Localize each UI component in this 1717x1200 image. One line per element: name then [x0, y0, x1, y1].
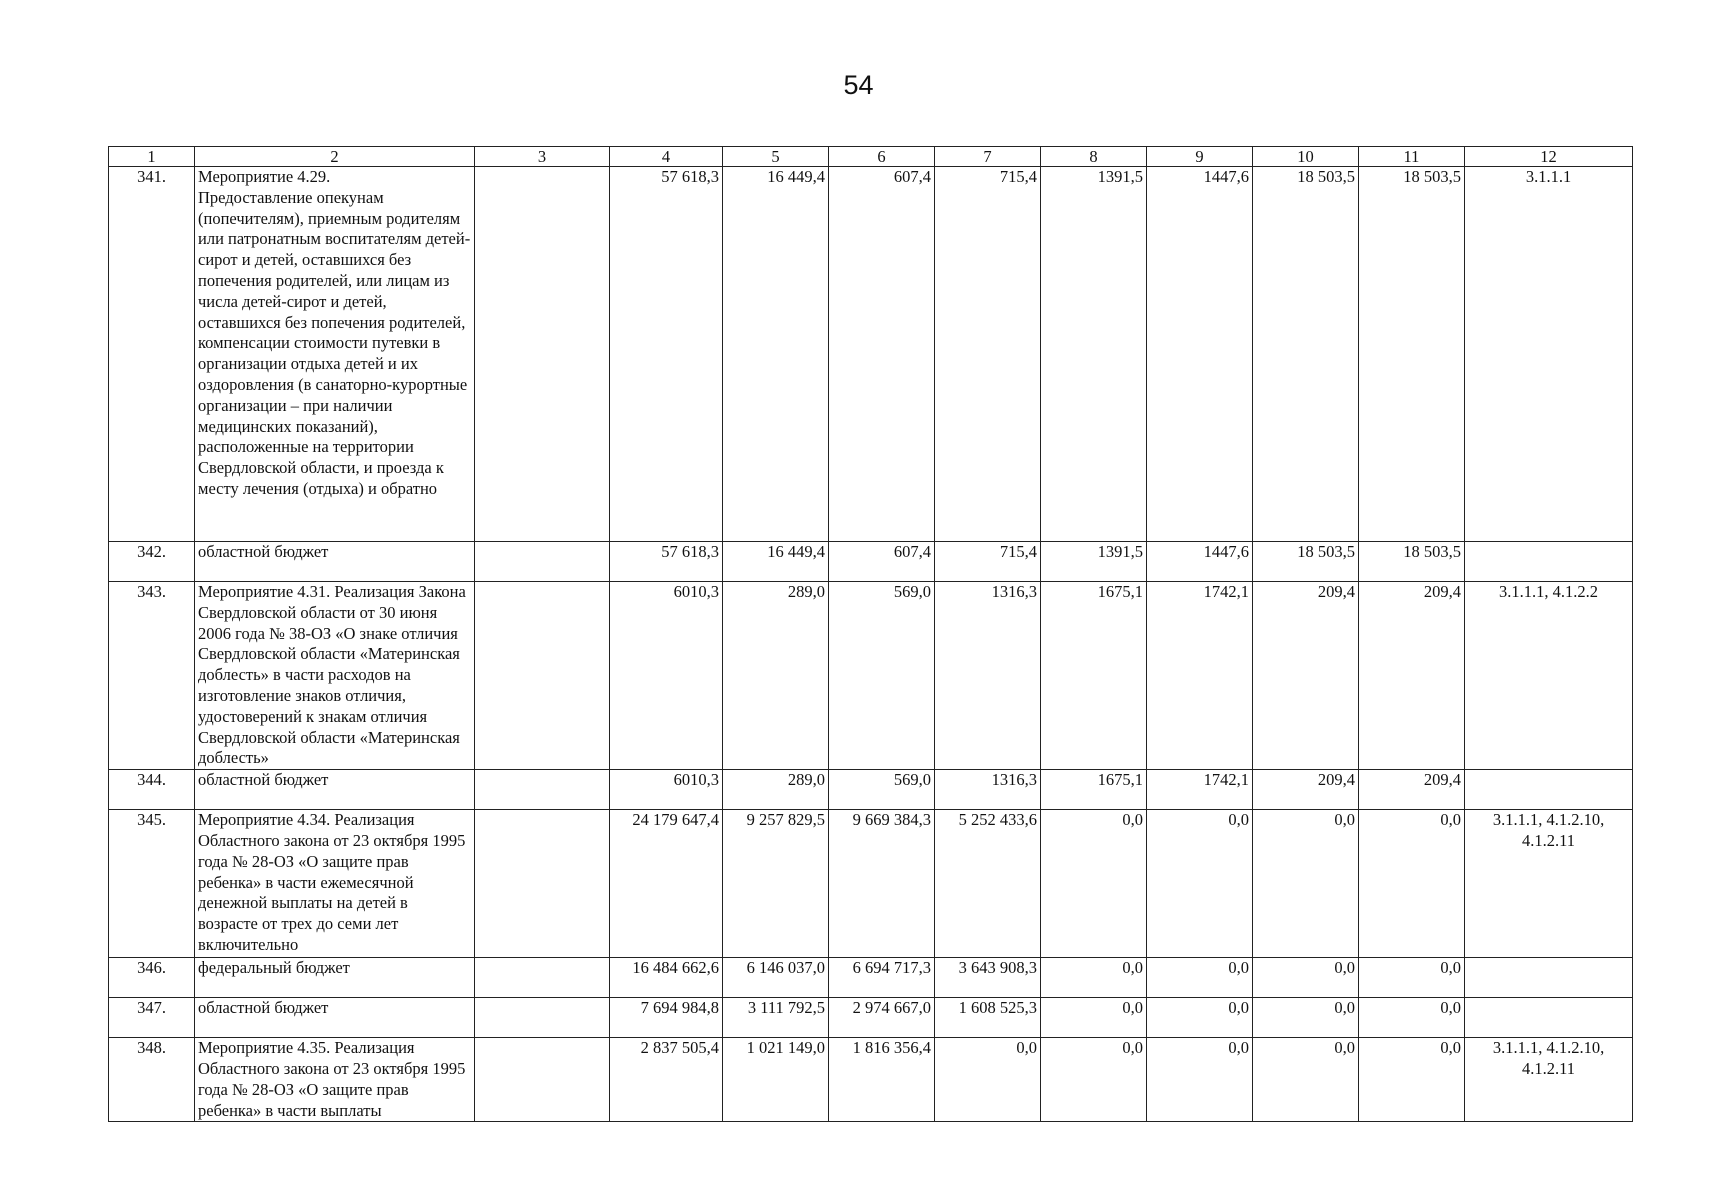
value-cell: 1316,3 [935, 582, 1041, 770]
column-number: 3 [475, 147, 610, 167]
column-number: 1 [109, 147, 195, 167]
value-cell: 0,0 [1041, 810, 1147, 958]
value-cell: 0,0 [935, 1038, 1041, 1122]
page-number: 54 [843, 70, 874, 100]
column-number: 7 [935, 147, 1041, 167]
row-number: 347. [109, 998, 195, 1038]
value-cell: 16 449,4 [723, 542, 829, 582]
value-cell: 1447,6 [1147, 542, 1253, 582]
value-cell: 1 816 356,4 [829, 1038, 935, 1122]
value-cell: 6010,3 [610, 770, 723, 810]
row-number: 341. [109, 167, 195, 542]
value-cell: 0,0 [1147, 810, 1253, 958]
value-cell: 289,0 [723, 770, 829, 810]
column-number: 2 [195, 147, 475, 167]
column-number: 12 [1465, 147, 1633, 167]
column-3-cell [475, 1038, 610, 1122]
column-number: 9 [1147, 147, 1253, 167]
value-cell: 5 252 433,6 [935, 810, 1041, 958]
value-cell: 1675,1 [1041, 582, 1147, 770]
table-row [109, 958, 1633, 998]
row-number: 348. [109, 1038, 195, 1122]
value-cell: 1316,3 [935, 770, 1041, 810]
budget-table [108, 146, 1633, 1122]
target-indicators-cell [1465, 998, 1633, 1038]
row-name: Мероприятие 4.29. Предоставление опекунам (попечителям), приемным родителям или патронатным воспитателям детей-сирот и детей, оставшихся без попечения родителей, или лицам из числа детей-сирот и детей, оставшихся без попечения родителей, компенсации стоимости путевки в организации отдыха детей и их оздоровления (в санаторно-курортные организации – при наличии медицинских показаний), расположенные на территории Свердловской области, и проезда к месту лечения (отдыха) и обратно [195, 167, 475, 542]
column-3-cell [475, 770, 610, 810]
row-number: 345. [109, 810, 195, 958]
value-cell: 209,4 [1359, 770, 1465, 810]
value-cell: 18 503,5 [1253, 542, 1359, 582]
row-number: 343. [109, 582, 195, 770]
row-name: Мероприятие 4.34. Реализация Областного закона от 23 октября 1995 года № 28-ОЗ «О защите прав ребенка» в части ежемесячной денежной выплаты на детей в возрасте от трех до семи лет включительно [195, 810, 475, 958]
value-cell: 0,0 [1041, 998, 1147, 1038]
column-3-cell [475, 167, 610, 542]
column-number-row [109, 147, 1633, 167]
value-cell: 0,0 [1359, 1038, 1465, 1122]
value-cell: 3 111 792,5 [723, 998, 829, 1038]
row-number: 344. [109, 770, 195, 810]
value-cell: 1447,6 [1147, 167, 1253, 542]
target-indicators-cell: 3.1.1.1, 4.1.2.2 [1465, 582, 1633, 770]
value-cell: 209,4 [1253, 770, 1359, 810]
value-cell: 1742,1 [1147, 770, 1253, 810]
row-name: Мероприятие 4.31. Реализация Закона Свердловской области от 30 июня 2006 года № 38-ОЗ «О знаке отличия Свердловской области «Материнская доблесть» в части расходов на изготовление знаков отличия, удостоверений к знакам отличия Свердловской области «Материнская доблесть» [195, 582, 475, 770]
value-cell: 607,4 [829, 542, 935, 582]
value-cell: 7 694 984,8 [610, 998, 723, 1038]
value-cell: 2 837 505,4 [610, 1038, 723, 1122]
value-cell: 0,0 [1253, 998, 1359, 1038]
table-row [109, 770, 1633, 810]
value-cell: 1675,1 [1041, 770, 1147, 810]
table-row [109, 810, 1633, 958]
table-row [109, 998, 1633, 1038]
target-indicators-cell: 3.1.1.1 [1465, 167, 1633, 542]
row-name: Мероприятие 4.35. Реализация Областного закона от 23 октября 1995 года № 28-ОЗ «О защите прав ребенка» в части выплаты [195, 1038, 475, 1122]
value-cell: 1742,1 [1147, 582, 1253, 770]
value-cell: 0,0 [1041, 958, 1147, 998]
value-cell: 0,0 [1147, 1038, 1253, 1122]
target-indicators-cell: 3.1.1.1, 4.1.2.10, 4.1.2.11 [1465, 1038, 1633, 1122]
value-cell: 0,0 [1147, 958, 1253, 998]
value-cell: 18 503,5 [1253, 167, 1359, 542]
value-cell: 0,0 [1147, 998, 1253, 1038]
column-number: 8 [1041, 147, 1147, 167]
value-cell: 607,4 [829, 167, 935, 542]
target-indicators-cell: 3.1.1.1, 4.1.2.10, 4.1.2.11 [1465, 810, 1633, 958]
target-indicators-cell [1465, 542, 1633, 582]
row-name: областной бюджет [195, 542, 475, 582]
value-cell: 1391,5 [1041, 167, 1147, 542]
table-row [109, 542, 1633, 582]
column-3-cell [475, 998, 610, 1038]
value-cell: 1 021 149,0 [723, 1038, 829, 1122]
column-3-cell [475, 582, 610, 770]
column-number: 4 [610, 147, 723, 167]
value-cell: 0,0 [1359, 998, 1465, 1038]
value-cell: 0,0 [1359, 958, 1465, 998]
value-cell: 569,0 [829, 582, 935, 770]
column-number: 11 [1359, 147, 1465, 167]
value-cell: 0,0 [1359, 810, 1465, 958]
column-number: 5 [723, 147, 829, 167]
value-cell: 0,0 [1253, 810, 1359, 958]
value-cell: 16 449,4 [723, 167, 829, 542]
value-cell: 18 503,5 [1359, 542, 1465, 582]
row-name: областной бюджет [195, 770, 475, 810]
value-cell: 569,0 [829, 770, 935, 810]
row-number: 346. [109, 958, 195, 998]
column-number: 10 [1253, 147, 1359, 167]
column-3-cell [475, 810, 610, 958]
value-cell: 6 694 717,3 [829, 958, 935, 998]
value-cell: 0,0 [1253, 958, 1359, 998]
value-cell: 57 618,3 [610, 542, 723, 582]
value-cell: 0,0 [1041, 1038, 1147, 1122]
value-cell: 715,4 [935, 167, 1041, 542]
row-number: 342. [109, 542, 195, 582]
value-cell: 9 257 829,5 [723, 810, 829, 958]
value-cell: 57 618,3 [610, 167, 723, 542]
value-cell: 1 608 525,3 [935, 998, 1041, 1038]
table-row [109, 1038, 1633, 1122]
value-cell: 6 146 037,0 [723, 958, 829, 998]
table-row [109, 582, 1633, 770]
value-cell: 0,0 [1253, 1038, 1359, 1122]
value-cell: 18 503,5 [1359, 167, 1465, 542]
row-name: федеральный бюджет [195, 958, 475, 998]
row-name: областной бюджет [195, 998, 475, 1038]
value-cell: 2 974 667,0 [829, 998, 935, 1038]
value-cell: 209,4 [1253, 582, 1359, 770]
column-3-cell [475, 542, 610, 582]
value-cell: 24 179 647,4 [610, 810, 723, 958]
target-indicators-cell [1465, 958, 1633, 998]
value-cell: 209,4 [1359, 582, 1465, 770]
target-indicators-cell [1465, 770, 1633, 810]
value-cell: 3 643 908,3 [935, 958, 1041, 998]
value-cell: 715,4 [935, 542, 1041, 582]
column-3-cell [475, 958, 610, 998]
table-row [109, 167, 1633, 542]
value-cell: 9 669 384,3 [829, 810, 935, 958]
value-cell: 16 484 662,6 [610, 958, 723, 998]
value-cell: 6010,3 [610, 582, 723, 770]
value-cell: 289,0 [723, 582, 829, 770]
value-cell: 1391,5 [1041, 542, 1147, 582]
column-number: 6 [829, 147, 935, 167]
